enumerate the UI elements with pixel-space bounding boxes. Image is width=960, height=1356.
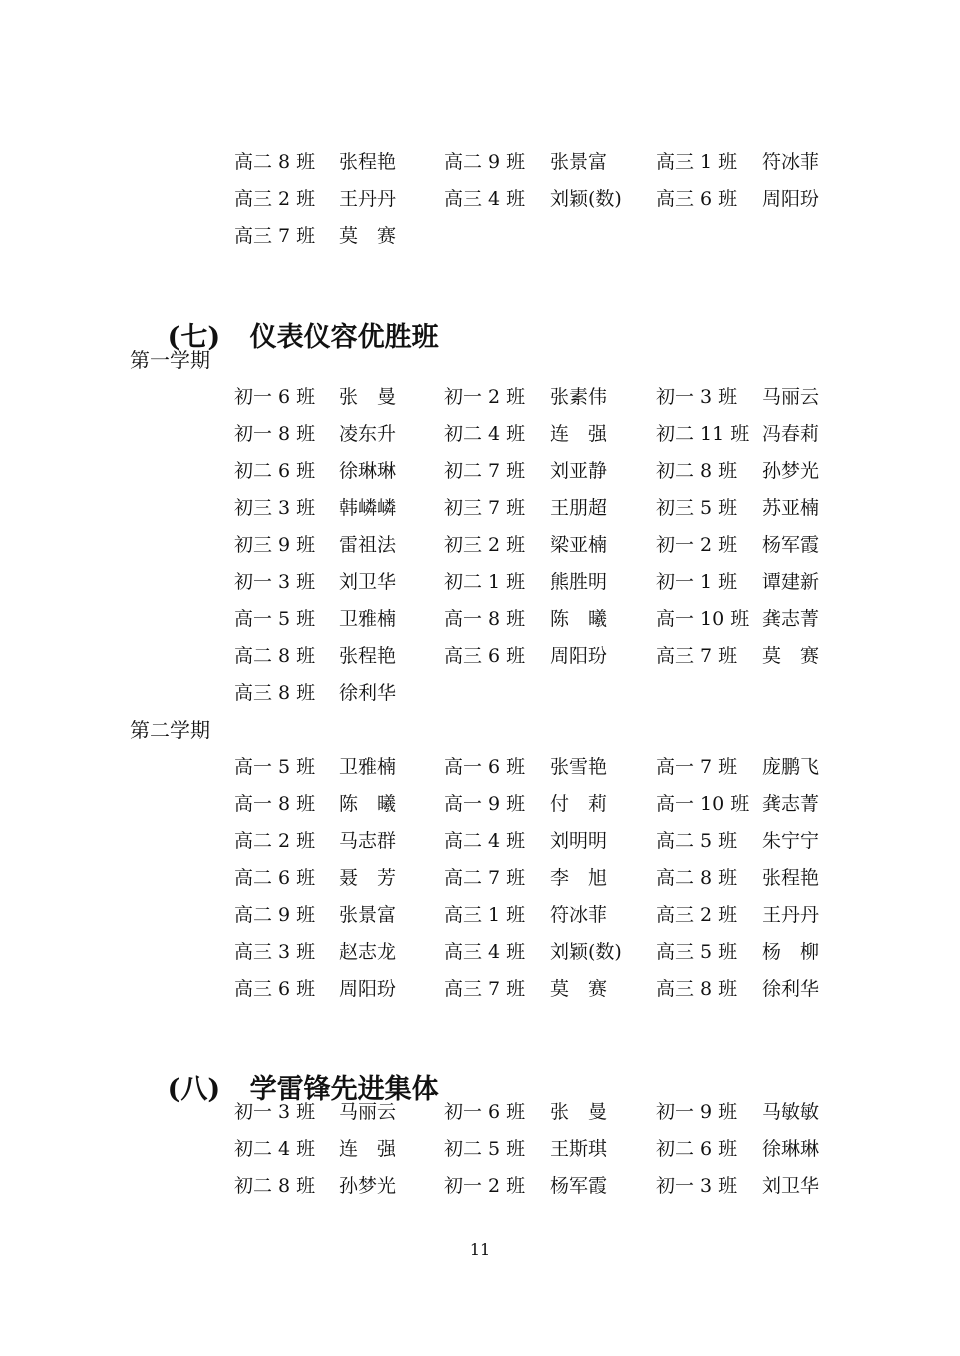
section-title: 学雷锋先进集体 (249, 1074, 439, 1105)
name-cell: 杨 柳 (762, 941, 820, 963)
table-row (0, 641, 960, 671)
class-cell: 初三 3 班 (234, 497, 316, 519)
class-cell: 高一 10 班 (656, 608, 750, 630)
class-cell: 高二 8 班 (234, 151, 316, 173)
class-cell: 初二 4 班 (234, 1138, 316, 1160)
name-cell: 周阳玢 (762, 188, 820, 210)
name-cell: 王丹丹 (762, 904, 820, 926)
name-cell: 莫 赛 (339, 225, 397, 247)
name-cell: 卫雅楠 (339, 608, 397, 630)
class-cell: 初一 3 班 (656, 386, 738, 408)
class-cell: 高一 5 班 (234, 608, 316, 630)
name-cell: 孙梦光 (762, 460, 820, 482)
class-cell: 初二 8 班 (234, 1175, 316, 1197)
class-cell: 初二 4 班 (444, 423, 526, 445)
class-cell: 高一 8 班 (234, 793, 316, 815)
name-cell: 苏亚楠 (762, 497, 820, 519)
name-cell: 张程艳 (339, 645, 397, 667)
class-cell: 初一 2 班 (444, 1175, 526, 1197)
class-cell: 初一 9 班 (656, 1101, 738, 1123)
class-cell: 高三 4 班 (444, 188, 526, 210)
name-cell: 聂 芳 (339, 867, 397, 889)
class-cell: 高一 8 班 (444, 608, 526, 630)
name-cell: 杨军霞 (550, 1175, 608, 1197)
class-cell: 高三 7 班 (444, 978, 526, 1000)
section-number: (七) (167, 322, 221, 353)
name-cell: 张 曼 (550, 1101, 608, 1123)
table-row (0, 826, 960, 856)
class-cell: 高三 6 班 (656, 188, 738, 210)
section-heading (130, 1036, 439, 1144)
name-cell: 朱宁宁 (762, 830, 820, 852)
name-cell: 张景富 (550, 151, 608, 173)
name-cell: 符冰菲 (550, 904, 608, 926)
class-cell: 初一 2 班 (656, 534, 738, 556)
class-cell: 高三 7 班 (656, 645, 738, 667)
name-cell: 王朋超 (550, 497, 608, 519)
class-cell: 高二 2 班 (234, 830, 316, 852)
class-cell: 高一 6 班 (444, 756, 526, 778)
class-cell: 高二 8 班 (656, 867, 738, 889)
class-cell: 初一 2 班 (444, 386, 526, 408)
name-cell: 刘亚静 (550, 460, 608, 482)
class-cell: 高三 3 班 (234, 941, 316, 963)
name-cell: 王斯琪 (550, 1138, 608, 1160)
class-cell: 高二 6 班 (234, 867, 316, 889)
name-cell: 徐利华 (339, 682, 397, 704)
name-cell: 刘卫华 (339, 571, 397, 593)
name-cell: 刘卫华 (762, 1175, 820, 1197)
name-cell: 庞鹏飞 (762, 756, 820, 778)
class-cell: 高一 7 班 (656, 756, 738, 778)
name-cell: 周阳玢 (550, 645, 608, 667)
table-row (0, 530, 960, 560)
class-cell: 初一 1 班 (656, 571, 738, 593)
class-cell: 初三 5 班 (656, 497, 738, 519)
name-cell: 连 强 (550, 423, 608, 445)
table-row (0, 863, 960, 893)
table-row (0, 184, 960, 214)
class-cell: 高二 9 班 (234, 904, 316, 926)
name-cell: 熊胜明 (550, 571, 608, 593)
table-row (0, 604, 960, 634)
class-cell: 初二 8 班 (656, 460, 738, 482)
name-cell: 徐琳琳 (339, 460, 397, 482)
class-cell: 初一 3 班 (234, 571, 316, 593)
name-cell: 莫 赛 (762, 645, 820, 667)
name-cell: 陈 曦 (339, 793, 397, 815)
section-title: 仪表仪容优胜班 (249, 322, 439, 353)
name-cell: 马丽云 (339, 1101, 397, 1123)
table-row (0, 974, 960, 1004)
class-cell: 初二 11 班 (656, 423, 750, 445)
class-cell: 高三 2 班 (656, 904, 738, 926)
class-cell: 高三 8 班 (234, 682, 316, 704)
term-label: 第二学期 (130, 718, 210, 742)
name-cell: 徐利华 (762, 978, 820, 1000)
class-cell: 初一 8 班 (234, 423, 316, 445)
class-cell: 高三 8 班 (656, 978, 738, 1000)
name-cell: 谭建新 (762, 571, 820, 593)
name-cell: 刘颖(数) (550, 188, 622, 210)
class-cell: 初二 7 班 (444, 460, 526, 482)
class-cell: 初二 1 班 (444, 571, 526, 593)
table-row (0, 1171, 960, 1201)
name-cell: 张程艳 (339, 151, 397, 173)
name-cell: 张雪艳 (550, 756, 608, 778)
name-cell: 陈 曦 (550, 608, 608, 630)
class-cell: 初三 2 班 (444, 534, 526, 556)
class-cell: 初三 7 班 (444, 497, 526, 519)
class-cell: 高二 4 班 (444, 830, 526, 852)
page-number: 11 (469, 1240, 491, 1259)
table-row (0, 493, 960, 523)
class-cell: 高三 6 班 (234, 978, 316, 1000)
table-row (0, 937, 960, 967)
class-cell: 初一 6 班 (444, 1101, 526, 1123)
name-cell: 刘颖(数) (550, 941, 622, 963)
table-row (0, 419, 960, 449)
table-row (0, 147, 960, 177)
name-cell: 王丹丹 (339, 188, 397, 210)
class-cell: 高二 5 班 (656, 830, 738, 852)
name-cell: 龚志菁 (762, 608, 820, 630)
name-cell: 马志群 (339, 830, 397, 852)
table-row (0, 900, 960, 930)
table-row (0, 678, 960, 708)
section-number: (八) (167, 1074, 221, 1105)
class-cell: 高一 10 班 (656, 793, 750, 815)
name-cell: 张程艳 (762, 867, 820, 889)
class-cell: 初二 5 班 (444, 1138, 526, 1160)
class-cell: 高三 1 班 (656, 151, 738, 173)
name-cell: 莫 赛 (550, 978, 608, 1000)
section-heading (130, 284, 439, 392)
class-cell: 初一 3 班 (656, 1175, 738, 1197)
name-cell: 梁亚楠 (550, 534, 608, 556)
class-cell: 高二 7 班 (444, 867, 526, 889)
class-cell: 高三 2 班 (234, 188, 316, 210)
name-cell: 凌东升 (339, 423, 397, 445)
class-cell: 高一 5 班 (234, 756, 316, 778)
name-cell: 符冰菲 (762, 151, 820, 173)
name-cell: 冯春莉 (762, 423, 820, 445)
name-cell: 孙梦光 (339, 1175, 397, 1197)
class-cell: 高二 9 班 (444, 151, 526, 173)
name-cell: 龚志菁 (762, 793, 820, 815)
class-cell: 高三 6 班 (444, 645, 526, 667)
name-cell: 刘明明 (550, 830, 608, 852)
table-row (0, 752, 960, 782)
class-cell: 初二 6 班 (656, 1138, 738, 1160)
name-cell: 杨军霞 (762, 534, 820, 556)
name-cell: 赵志龙 (339, 941, 397, 963)
name-cell: 张素伟 (550, 386, 608, 408)
name-cell: 马丽云 (762, 386, 820, 408)
table-row (0, 382, 960, 412)
name-cell: 张景富 (339, 904, 397, 926)
name-cell: 韩嶙嶙 (339, 497, 397, 519)
name-cell: 雷祖法 (339, 534, 397, 556)
table-row (0, 1134, 960, 1164)
table-row (0, 456, 960, 486)
name-cell: 马敏敏 (762, 1101, 820, 1123)
class-cell: 高三 7 班 (234, 225, 316, 247)
name-cell: 张 曼 (339, 386, 397, 408)
name-cell: 连 强 (339, 1138, 397, 1160)
table-row (0, 1097, 960, 1127)
name-cell: 付 莉 (550, 793, 608, 815)
class-cell: 高三 4 班 (444, 941, 526, 963)
class-cell: 初一 6 班 (234, 386, 316, 408)
class-cell: 初二 6 班 (234, 460, 316, 482)
class-cell: 初一 3 班 (234, 1101, 316, 1123)
class-cell: 高三 1 班 (444, 904, 526, 926)
name-cell: 卫雅楠 (339, 756, 397, 778)
table-row (0, 789, 960, 819)
name-cell: 周阳玢 (339, 978, 397, 1000)
name-cell: 徐琳琳 (762, 1138, 820, 1160)
class-cell: 高一 9 班 (444, 793, 526, 815)
name-cell: 李 旭 (550, 867, 608, 889)
term-label: 第一学期 (130, 348, 210, 372)
class-cell: 高二 8 班 (234, 645, 316, 667)
table-row (0, 567, 960, 597)
table-row (0, 221, 960, 251)
class-cell: 初三 9 班 (234, 534, 316, 556)
class-cell: 高三 5 班 (656, 941, 738, 963)
